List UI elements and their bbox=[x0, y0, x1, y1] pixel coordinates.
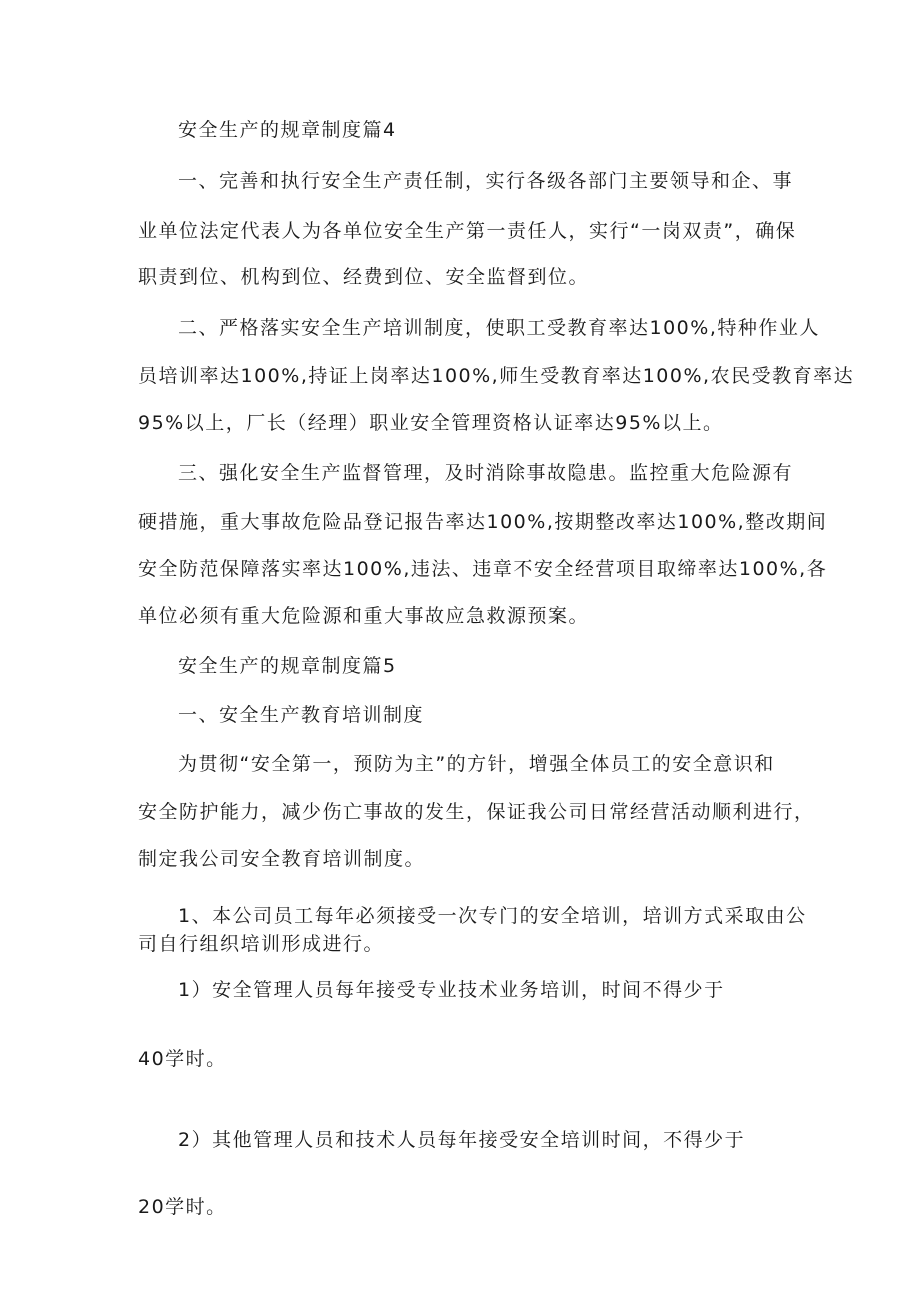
text-line: 单位必须有重大危险源和重大事故应急救源预案。 bbox=[138, 605, 590, 627]
text-line: 二、严格落实安全生产培训制度，使职工受教育率达100%,特种作业人 bbox=[178, 317, 820, 339]
text-line: 安全防范保障落实率达100%,违法、违章不安全经营项目取缔率达100%,各 bbox=[138, 558, 828, 580]
sub-heading: 一、安全生产教育培训制度 bbox=[178, 704, 425, 726]
text-line: 三、强化安全生产监督管理，及时消除事故隐患。监控重大危险源有 bbox=[178, 462, 794, 484]
text-line: 硬措施，重大事故危险品登记报告率达100%,按期整改率达100%,整改期间 bbox=[138, 511, 828, 533]
section-heading: 安全生产的规章制度篇4 bbox=[178, 119, 397, 141]
text-line: 制定我公司安全教育培训制度。 bbox=[138, 848, 426, 870]
text-line: 安全防护能力，减少伤亡事故的发生，保证我公司日常经营活动顺利进行， bbox=[138, 801, 815, 823]
text-line: 员培训率达100%,持证上岗率达100%,师生受教育率达100%,农民受教育率达 bbox=[138, 365, 855, 387]
text-line: 司自行组织培训形成进行。 bbox=[138, 933, 385, 955]
text-line: 一、完善和执行安全生产责任制，实行各级各部门主要领导和企、事 bbox=[178, 170, 794, 192]
text-line: 40学时。 bbox=[138, 1048, 227, 1070]
text-line: 1）安全管理人员每年接受专业技术业务培训，时间不得少于 bbox=[178, 979, 725, 1001]
text-line: 2）其他管理人员和技术人员每年接受安全培训时间，不得少于 bbox=[178, 1129, 746, 1151]
text-line: 业单位法定代表人为各单位安全生产第一责任人，实行“一岗双责”，确保 bbox=[138, 220, 797, 242]
text-line: 1、本公司员工每年必须接受一次专门的安全培训，培训方式采取由公 bbox=[178, 905, 807, 927]
text-line: 职责到位、机构到位、经费到位、安全监督到位。 bbox=[138, 266, 590, 288]
text-line: 为贯彻“安全第一，预防为主”的方针，增强全体员工的安全意识和 bbox=[178, 753, 775, 775]
text-line: 95%以上，厂长（经理）职业安全管理资格认证率达95%以上。 bbox=[138, 412, 724, 434]
text-line: 20学时。 bbox=[138, 1196, 227, 1218]
section-heading: 安全生产的规章制度篇5 bbox=[178, 655, 397, 677]
